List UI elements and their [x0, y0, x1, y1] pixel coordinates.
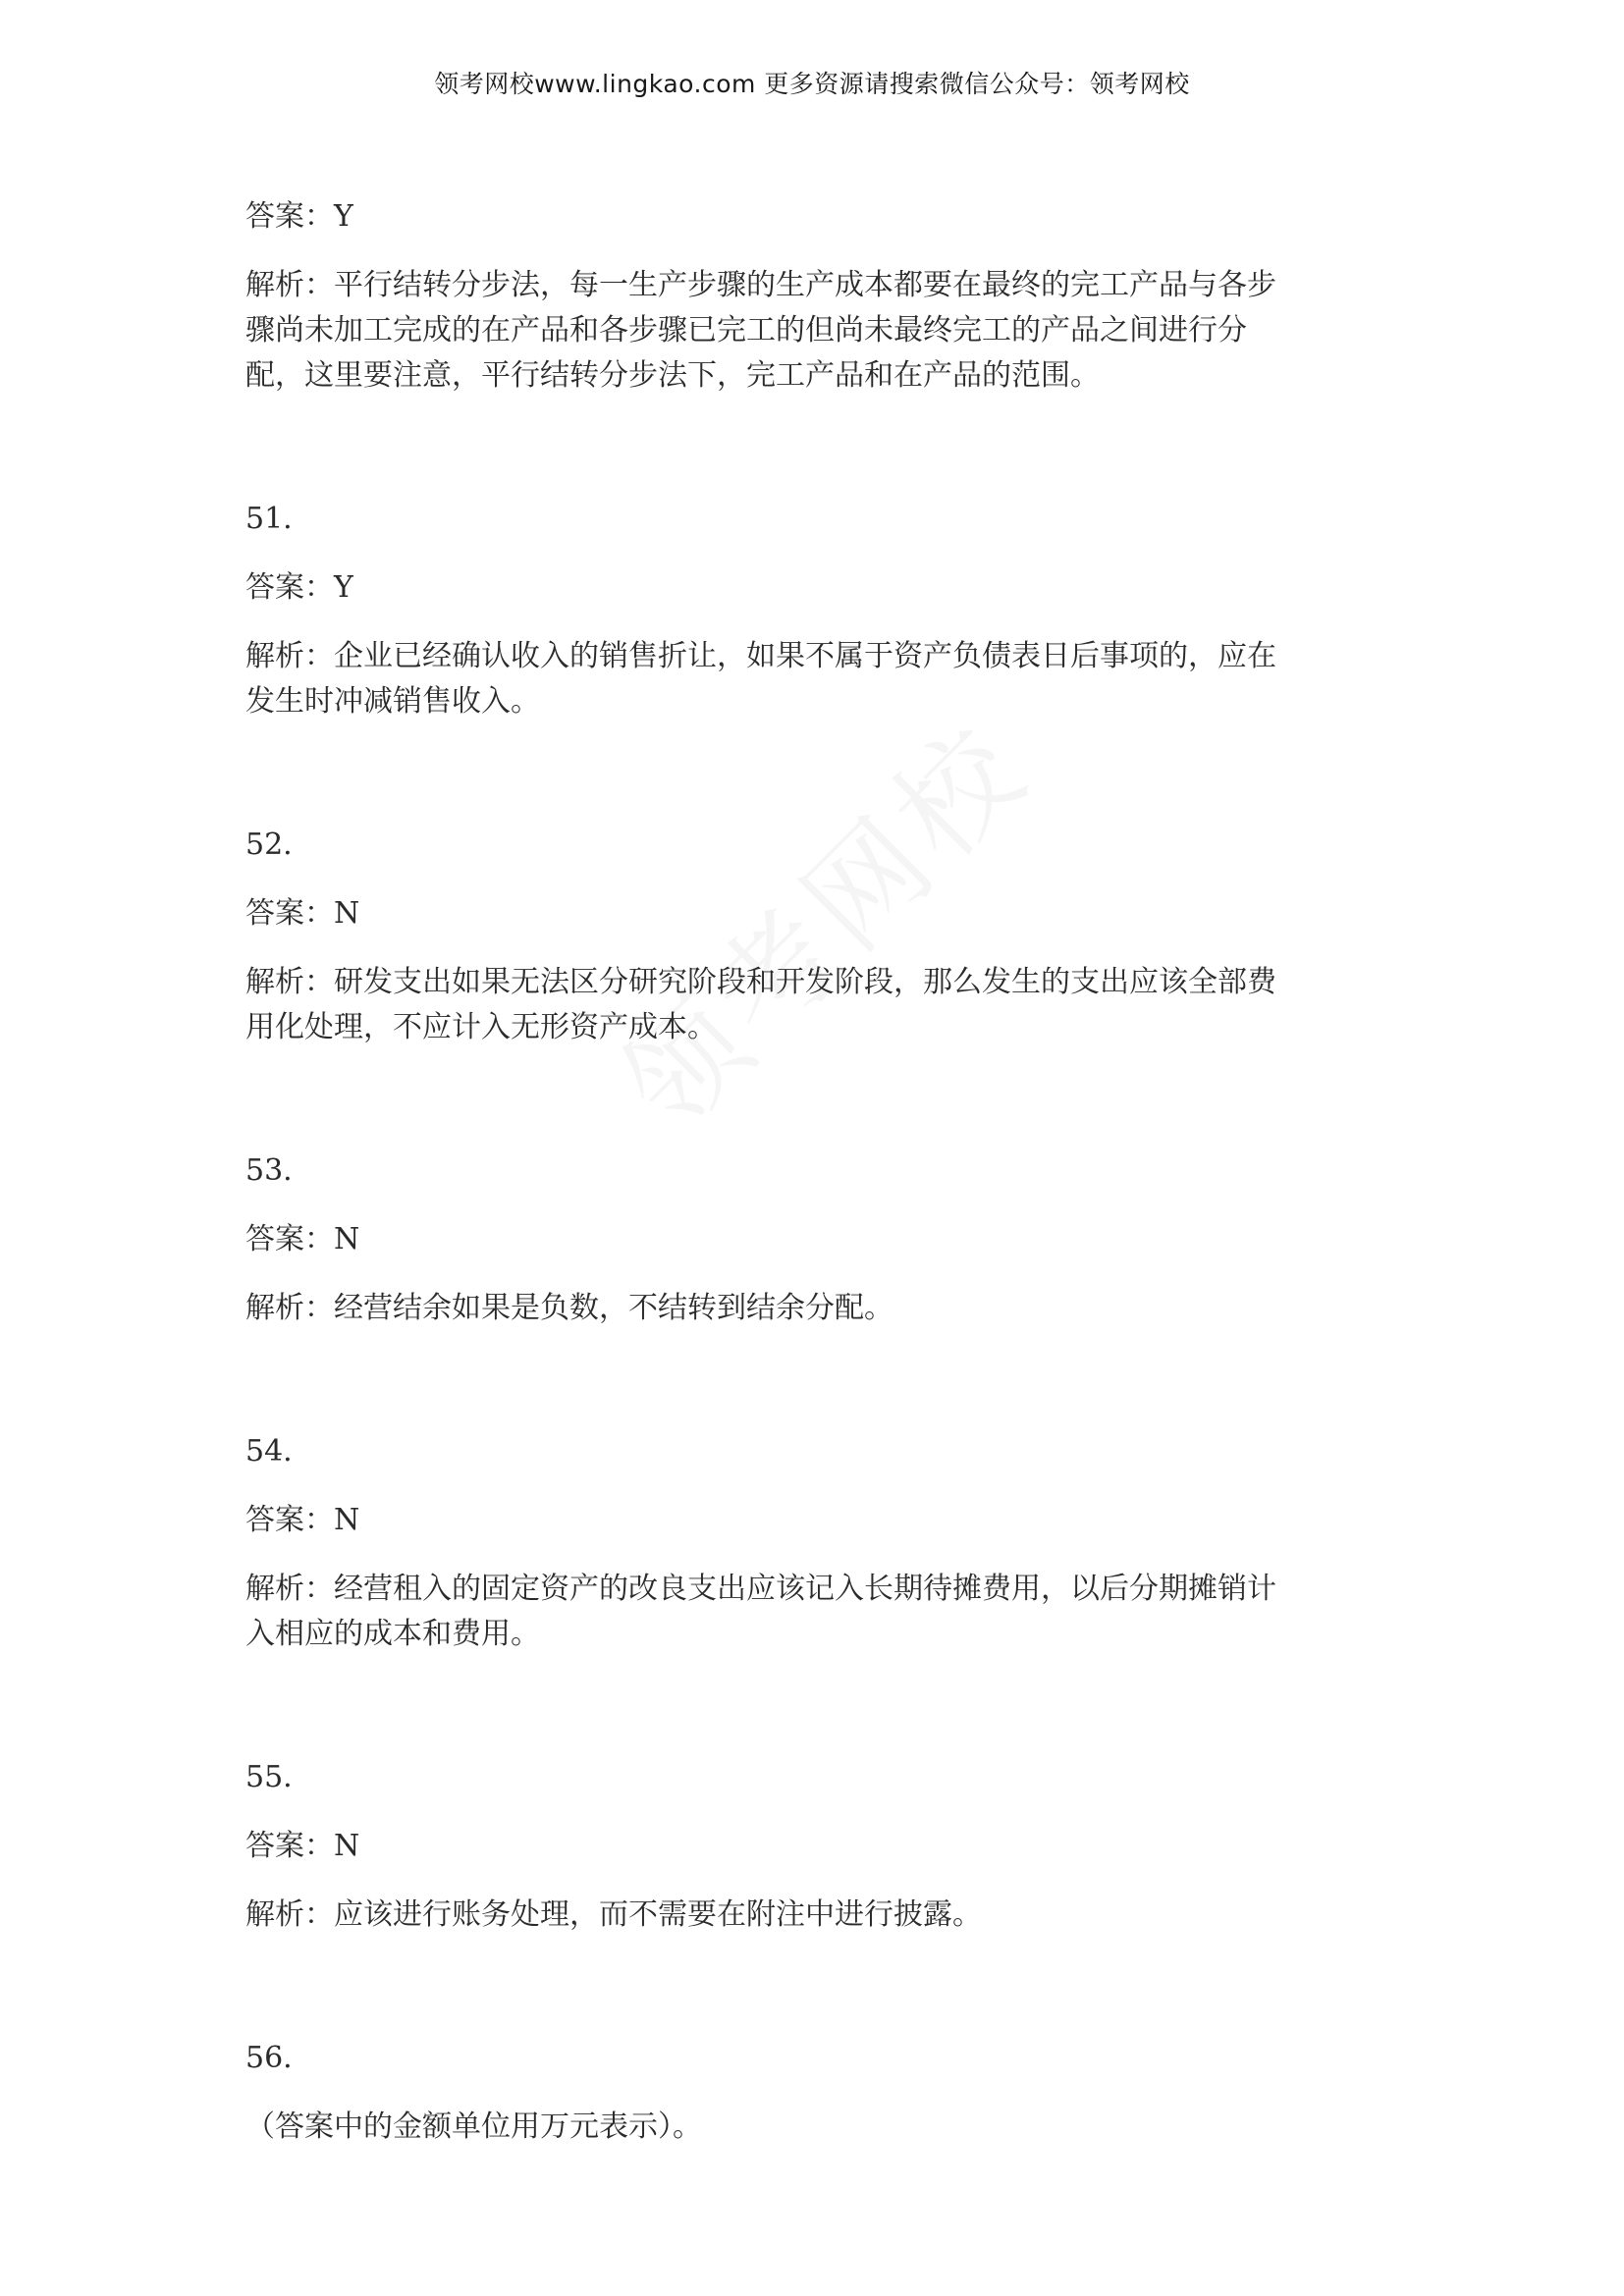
- analysis-line: 解析：经营结余如果是负数，不结转到结余分配。: [245, 1291, 893, 1325]
- page-header: 领考网校www.lingkao.com 更多资源请搜索微信公众号：领考网校: [434, 70, 1190, 98]
- analysis-paragraph: [245, 1286, 1394, 1331]
- analysis-line: 解析：平行结转分步法，每一生产步骤的生产成本都要在最终的完工产品与各步: [245, 268, 1276, 302]
- analysis-line: 解析：研发支出如果无法区分研究阶段和开发阶段，那么发生的支出应该全部费: [245, 965, 1276, 999]
- answer-line: 答案：Y: [245, 199, 353, 234]
- question-number: 55.: [245, 1760, 293, 1794]
- question-number: 53.: [245, 1153, 293, 1188]
- analysis-line: 配，这里要注意，平行结转分步法下，完工产品和在产品的范围。: [245, 358, 1100, 393]
- analysis-line: 骤尚未加工完成的在产品和各步骤已完工的但尚未最终完工的产品之间进行分: [245, 313, 1247, 347]
- analysis-line: 用化处理，不应计入无形资产成本。: [245, 1010, 717, 1044]
- answer-line: 答案：Y: [245, 570, 353, 605]
- analysis-line: 发生时冲减销售收入。: [245, 684, 540, 719]
- analysis-line: 解析：经营租入的固定资产的改良支出应该记入长期待摊费用，以后分期摊销计: [245, 1572, 1276, 1606]
- answer-line: 答案：N: [245, 1503, 360, 1537]
- answer-line: 答案：N: [245, 896, 360, 931]
- analysis-paragraph: [245, 1893, 1394, 1938]
- analysis-paragraph: [245, 1567, 1394, 1657]
- document-body: [245, 194, 1394, 2150]
- answer-line: 答案：N: [245, 1829, 360, 1863]
- question-number: 51.: [245, 502, 293, 536]
- answer-line: 答案：N: [245, 1222, 360, 1256]
- question-number: 52.: [245, 828, 293, 862]
- analysis-paragraph: [245, 960, 1394, 1050]
- analysis-line: 解析：应该进行账务处理，而不需要在附注中进行披露。: [245, 1897, 982, 1932]
- analysis-line: 入相应的成本和费用。: [245, 1617, 540, 1651]
- question-number: 54.: [245, 1434, 293, 1468]
- analysis-line: 解析：企业已经确认收入的销售折让，如果不属于资产负债表日后事项的，应在: [245, 639, 1276, 673]
- analysis-paragraph: [245, 263, 1394, 399]
- analysis-paragraph: [245, 634, 1394, 724]
- question-note: （答案中的金额单位用万元表示）。: [245, 2109, 702, 2144]
- question-number: 56.: [245, 2041, 293, 2075]
